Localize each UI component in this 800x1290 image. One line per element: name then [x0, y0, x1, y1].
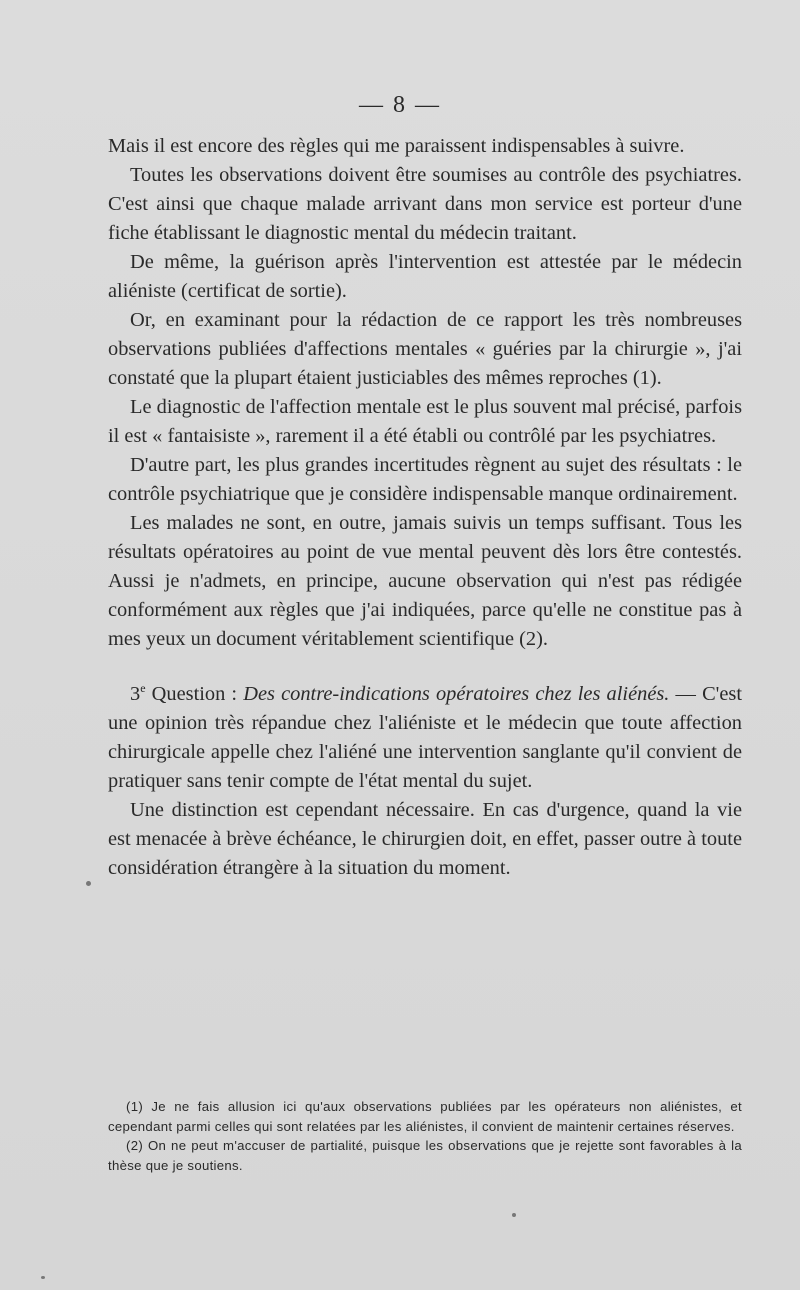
question-title: Des contre-indications opératoires chez les aliénés. — [243, 683, 670, 705]
question-paragraph — [108, 680, 742, 796]
question-text: — C'est une opinion très répandue chez l'aliéniste et le médecin que toute affection chirurgicale appelle chez l'aliéné une intervention sanglante qu'il convient de pratiquer sans tenir compte de l'état mental du sujet. — [108, 683, 742, 792]
ink-speck — [512, 1213, 516, 1217]
footnote: (2) On ne peut m'accuser de partialité, puisque les observations que je rejette sont favorables à la thèse que je soutiens. — [108, 1138, 742, 1173]
paragraph: Une distinction est cependant nécessaire. En cas d'urgence, quand la vie est menacée à brève échéance, le chirurgien doit, en effet, passer outre à toute considération étrangère à la situation du moment. — [108, 799, 742, 879]
main-text — [108, 132, 742, 883]
question-number-suffix: e — [140, 681, 146, 696]
ink-speck — [86, 881, 91, 886]
question-label: Question : — [145, 683, 244, 705]
footnote: (1) Je ne fais allusion ici qu'aux observations publiées par les opérateurs non aliénistes, et cependant parmi celles qui sont relatées par les aliénistes, il convient de maintenir certaines réserves. — [108, 1099, 742, 1134]
paragraph: Toutes les observations doivent être soumises au contrôle des psychiatres. C'est ainsi que chaque malade arrivant dans mon service est porteur d'une fiche établissant le diagnostic mental du médecin traitant. — [108, 164, 742, 244]
paragraph: Or, en examinant pour la rédaction de ce rapport les très nombreuses observations publiées d'affections mentales « guéries par la chirurgie », j'ai constaté que la plupart étaient justiciables des mêmes reproches (1). — [108, 309, 742, 389]
question-number: 3 — [130, 683, 141, 705]
paragraph: De même, la guérison après l'intervention est attestée par le médecin aliéniste (certificat de sortie). — [108, 251, 742, 302]
paragraph: Le diagnostic de l'affection mentale est le plus souvent mal précisé, parfois il est « fantaisiste », rarement il a été établi ou contrôlé par les psychiatres. — [108, 396, 742, 447]
footnotes — [108, 1097, 742, 1175]
ink-speck — [41, 1276, 45, 1279]
paragraph: Mais il est encore des règles qui me paraissent indispensables à suivre. — [108, 135, 685, 157]
page-number: — 8 — — [359, 92, 441, 118]
paragraph: D'autre part, les plus grandes incertitudes règnent au sujet des résultats : le contrôle psychiatrique que je considère indispensable manque ordinairement. — [108, 454, 742, 505]
paragraph: Les malades ne sont, en outre, jamais suivis un temps suffisant. Tous les résultats opératoires au point de vue mental peuvent dès lors être contestés. Aussi je n'admets, en principe, aucune observation qui n'est pas rédigée conformément aux règles que j'ai indiquées, parce qu'elle ne constitue pas à mes yeux un document véritablement scientifique (2). — [108, 512, 742, 650]
